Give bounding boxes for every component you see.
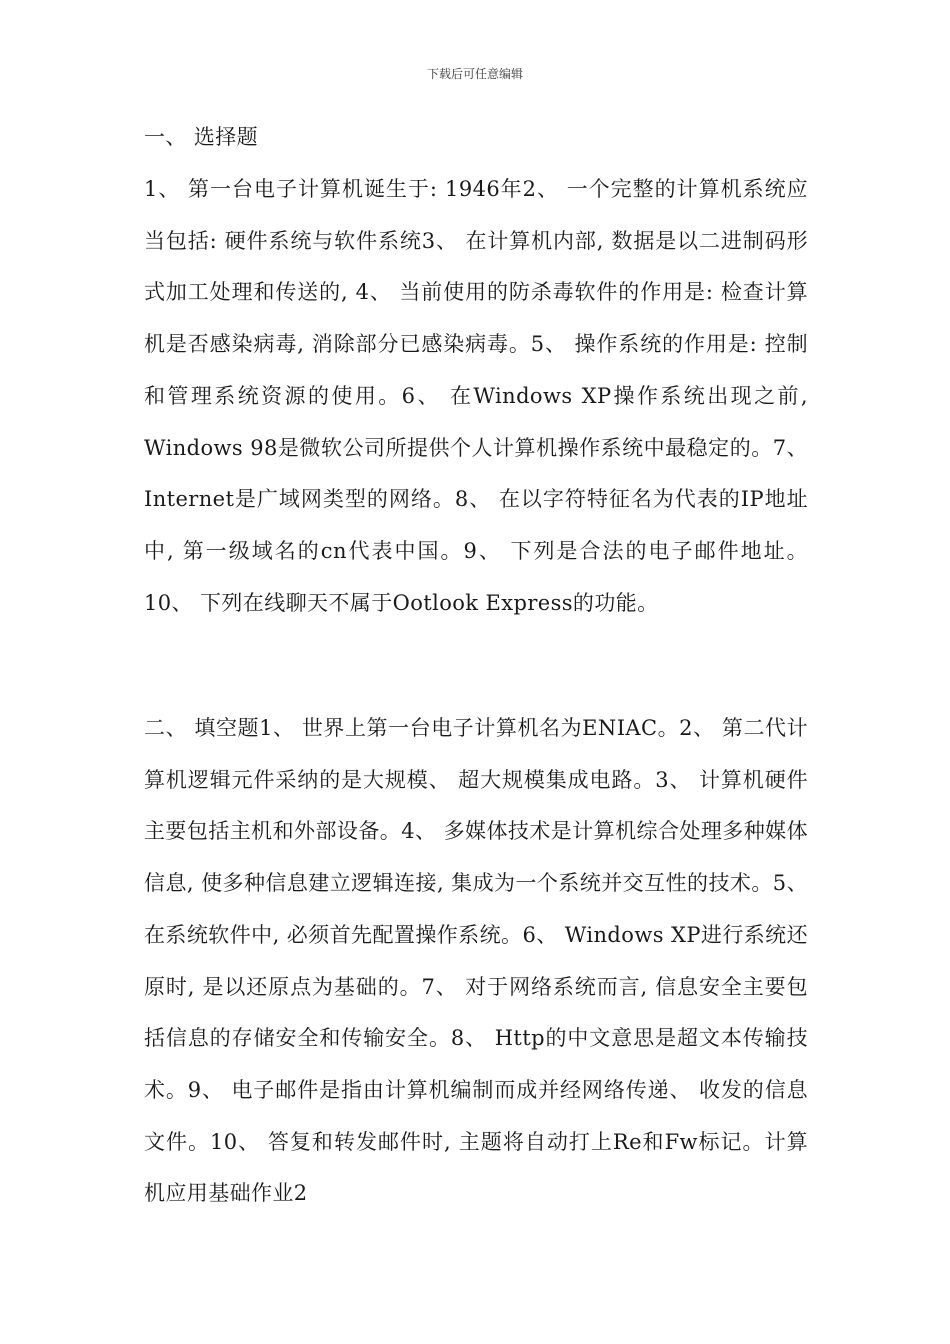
paragraph-text: 二、 填空题1、 世界上第一台电子计算机名为ENIAC。2、 第二代计算机逻辑元件采纳的是大规模、 超大规模集成电路。3、 计算机硬件主要包括主机和外部设备。4、 多媒体技术是计算机综合处理多种媒体信息, 使多种信息建立逻辑连接, 集成为一个系统并交互性的技术。5、 在系统软件中, 必须首先配置操作系统。6、 Windows XP进行系统还原时, 是以还原点为基础的。7、 对于网络系统而言, 信息安全主要包括信息的存储安全和传输安全。8、 Http的中文意思是超文本传输技术。9、 电子邮件是指由计算机编制而成并经网络传递、 收发的信息文件。10、 答复和转发邮件时, 主题将自动打上Re和Fw标记。计算机应用基础作业2 [144, 716, 808, 1206]
fill-blank-paragraph [144, 703, 808, 1220]
page-header: 下载后可任意编辑 [426, 67, 523, 81]
paragraph-text: 1、 第一台电子计算机诞生于: 1946年2、 一个完整的计算机系统应当包括: 硬件系统与软件系统3、 在计算机内部, 数据是以二进制码形式加工处理和传送的, 4、 当前使用的防杀毒软件的作用是: 检查计算机是否感染病毒, 消除部分已感染病毒。5、 操作系统的作用是: 控制和管理系统资源的使用。6、 在Windows XP操作系统出现之前, Windows 98是微软公司所提供个人计算机操作系统中最稳定的。7、 Internet是广域网类型的网络。8、 在以字符特征名为代表的IP地址中, 第一级域名的cn代表中国。9、 下列是合法的电子邮件地址。10、 下列在线聊天不属于Ootlook Express的功能。 [144, 177, 808, 615]
choice-questions-paragraph [144, 164, 808, 629]
section-heading-choice [144, 112, 808, 164]
section-title: 一、 选择题 [144, 125, 259, 149]
